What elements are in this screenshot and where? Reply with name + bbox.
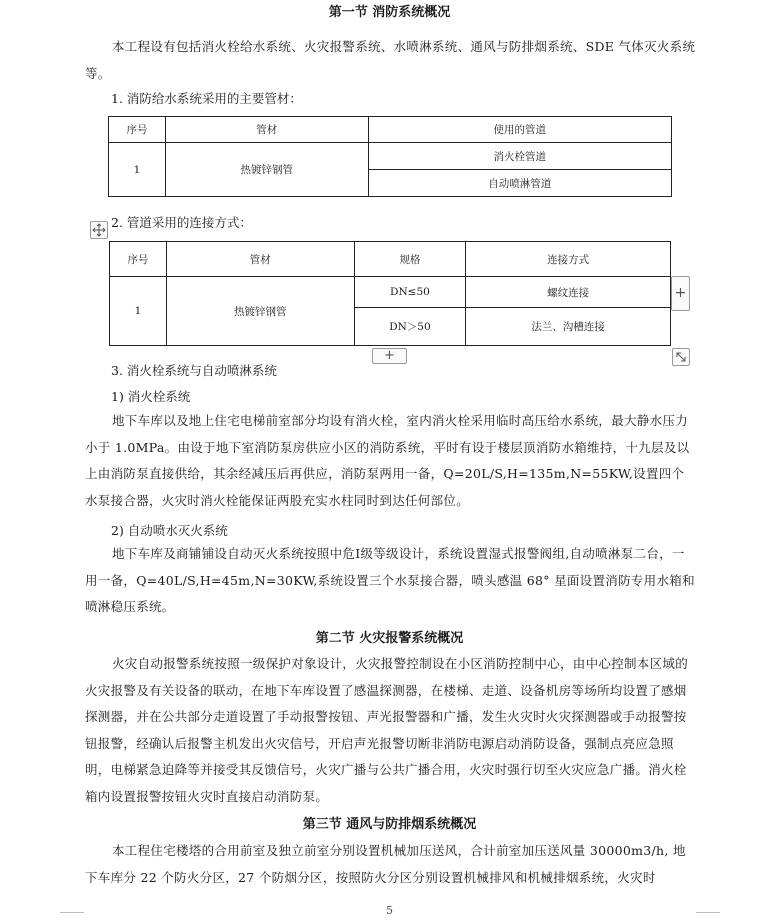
sub2-heading: 2) 自动喷水灭火系统 — [111, 523, 228, 538]
table2-cell-seq: 1 — [110, 277, 167, 346]
item2-heading: 2. 管道采用的连接方式： — [111, 215, 252, 230]
section3-title: 第三节 通风与防排烟系统概况 — [302, 817, 477, 832]
section3-paragraph — [85, 838, 697, 892]
section2-paragraph — [85, 651, 697, 811]
section2-text: 火灾自动报警系统按照一级保护对象设计，火灾报警控制设在小区消防控制中心，由中心控制本区域的火灾报警及有关设备的联动，在地下车库设置了感温探测器，在楼梯、走道、设备机房等场所均设置了感烟探测器，并在公共部分走道设置了手动报警按钮、声光报警器和广播，发生火灾时火灾探测器或手动报警按钮报警，经确认后报警主机发出火灾信号，开启声光报警切断非消防电源启动消防设备，强制点亮应急照明，电梯紧急迫降等并接受其反馈信号，火灾广播与公共广播合用，火灾时强行切至火灾应急广播。消火栓箱内设置报警按钮火灾时直接启动消防泵。 — [85, 656, 689, 804]
plus-icon: + — [384, 348, 395, 363]
table2-header-material: 管材 — [166, 242, 354, 277]
table1-cell-seq: 1 — [109, 143, 166, 197]
table1-cell-use-2: 自动喷淋管道 — [368, 170, 671, 197]
add-row-button[interactable] — [372, 348, 407, 364]
table-move-handle-icon[interactable] — [90, 221, 108, 239]
table-resize-handle[interactable] — [672, 348, 690, 366]
pipe-connection-table — [109, 241, 671, 346]
table2-header-spec: 规格 — [354, 242, 466, 277]
table1-cell-material: 热镀锌钢管 — [165, 143, 368, 197]
section2-title: 第二节 火灾报警系统概况 — [315, 631, 464, 646]
section3-text: 本工程住宅楼塔的合用前室及独立前室分别设置机械加压送风，合计前室加压送风量 30000m3/h, 地下车库分 22 个防火分区，27 个防烟分区，按照防火分区分别设置机械排风和机械排烟系统，火灾时 — [85, 843, 686, 885]
table2-header-seq: 序号 — [110, 242, 167, 277]
sub1-heading: 1) 消火栓系统 — [111, 389, 191, 404]
sub1-text: 地下车库以及地上住宅电梯前室部分均设有消火栓，室内消火栓采用临时高压给水系统，最大静水压力小于 1.0MPa。由设于地下室消防泵房供应小区的消防系统，平时有设于楼层顶消防水箱维持，十九层及以上由消防泵直接供给，其余经减压后再供应，消防泵两用一备，Q=20L/S,H=135m,N=55KW,设置四个水泵接合器，火灾时消火栓能保证两股充实水柱同时到达任何部位。 — [85, 413, 690, 508]
sub2-paragraph — [85, 541, 697, 621]
table1-header-use: 使用的管道 — [368, 117, 671, 143]
table1-cell-use-1: 消火栓管道 — [368, 143, 671, 170]
table2-cell-spec-1: DN≤50 — [354, 277, 466, 308]
item3-heading: 3. 消火栓系统与自动喷淋系统 — [111, 363, 277, 378]
diagonal-resize-icon — [673, 349, 689, 365]
section1-title: 第一节 消防系统概况 — [328, 5, 451, 20]
table1-header-seq: 序号 — [109, 117, 166, 143]
section1-intro — [85, 34, 697, 87]
add-column-button[interactable] — [671, 276, 690, 311]
table2-cell-method-2: 法兰、沟槽连接 — [466, 308, 671, 346]
sub2-text: 地下车库及商铺铺设自动灭火系统按照中危Ⅰ级等级设计，系统设置湿式报警阀组,自动喷淋泵二台，一用一备，Q=40L/S,H=45m,N=30KW,系统设置三个水泵接合器，喷头感温 68° 星面设置消防专用水箱和喷淋稳压系统。 — [85, 546, 695, 615]
sub1-paragraph — [85, 408, 697, 514]
table2-cell-method-1: 螺纹连接 — [466, 277, 671, 308]
item1-heading: 1. 消防给水系统采用的主要管材： — [111, 91, 302, 106]
table2-cell-spec-2: DN＞50 — [354, 308, 466, 346]
four-arrows-move-icon — [91, 222, 107, 238]
table2-header-method: 连接方式 — [466, 242, 671, 277]
table2-cell-material: 热镀锌钢管 — [166, 277, 354, 346]
table1-header-material: 管材 — [165, 117, 368, 143]
section1-intro-text: 本工程设有包括消火栓给水系统、火灾报警系统、水喷淋系统、通风与防排烟系统、SDE 气体灭火系统等。 — [85, 39, 696, 81]
page-number: 5 — [386, 904, 393, 917]
plus-icon: + — [674, 285, 687, 301]
pipe-material-table — [108, 116, 672, 197]
